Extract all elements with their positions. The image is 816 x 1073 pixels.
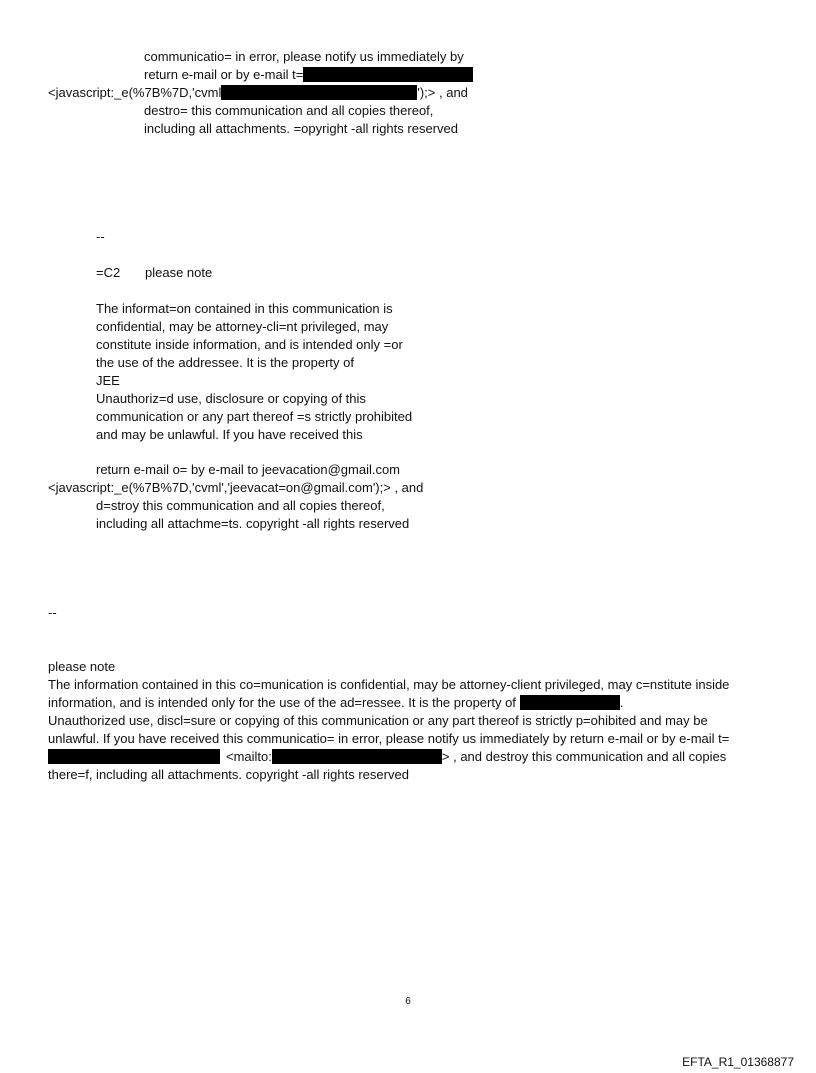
block1-line2-text: return e-mail or by e-mail t= bbox=[144, 67, 304, 82]
separator-dashes: -- bbox=[96, 229, 105, 244]
block2-return-line: return e-mail o= by e-mail to jeevacation@gmail.com bbox=[96, 462, 401, 477]
block1-line1: communicatio= in error, please notify us immediately by bbox=[144, 49, 464, 64]
block2-line: communication or any part thereof =s strictly prohibited bbox=[96, 409, 413, 424]
block2-line: The informat=on contained in this communication is bbox=[96, 301, 393, 316]
block3-line5-mailto: <mailto: bbox=[226, 749, 272, 764]
block1-line5: including all attachments. =opyright -all rights reserved bbox=[144, 121, 458, 136]
block3-line5-tail: > , and destroy this communication and all copies bbox=[441, 749, 727, 764]
redaction-box bbox=[221, 85, 417, 100]
block3-line3: Unauthorized use, discl=sure or copying of this communication or any part thereof is strictly p=ohibited and may be bbox=[48, 713, 708, 728]
block3-line2-text: information, and is intended only for the use of the ad=ressee. It is the property of bbox=[48, 695, 516, 710]
block3-line4: unlawful. If you have received this communicatio= in error, please notify us immediately by return e-mail or by e-mail t= bbox=[48, 731, 730, 746]
block1-line3-tail: ');> , and bbox=[417, 85, 468, 100]
block1-line4: destro= this communication and all copies thereof, bbox=[144, 103, 434, 118]
block3-line6: there=f, including all attachments. copyright -all rights reserved bbox=[48, 767, 409, 782]
block2-heading-prefix: =C2 bbox=[96, 265, 121, 280]
block1-line2 bbox=[144, 66, 473, 84]
block1-line3 bbox=[48, 84, 468, 102]
block2-line: the use of the addressee. It is the property of bbox=[96, 355, 354, 370]
page-number: 6 bbox=[405, 996, 411, 1007]
redaction-box bbox=[303, 67, 473, 82]
block2-js-line: <javascript:_e(%7B%7D,'cvml','jeevacat=on@gmail.com');> , and bbox=[48, 480, 424, 495]
block3-line2-tail: . bbox=[619, 695, 624, 710]
redaction-box bbox=[520, 695, 620, 710]
block2-line: confidential, may be attorney-cli=nt privileged, may bbox=[96, 319, 389, 334]
block2-line: Unauthoriz=d use, disclosure or copying of this bbox=[96, 391, 366, 406]
redaction-box bbox=[272, 749, 442, 764]
block1-line3-text: <javascript:_e(%7B%7D,'cvml bbox=[48, 85, 222, 100]
redaction-box bbox=[48, 749, 220, 764]
block2-attach-line: including all attachme=ts. copyright -all rights reserved bbox=[96, 516, 410, 531]
block2-destroy-line: d=stroy this communication and all copies thereof, bbox=[96, 498, 385, 513]
block3-line2 bbox=[48, 694, 624, 712]
block2-line: JEE bbox=[96, 373, 120, 388]
block2-line: constitute inside information, and is intended only =or bbox=[96, 337, 403, 352]
separator-dashes: -- bbox=[48, 605, 57, 620]
block2-heading: please note bbox=[145, 265, 213, 280]
bates-number: EFTA_R1_01368877 bbox=[682, 1055, 794, 1069]
block3-line1: The information contained in this co=munication is confidential, may be attorney-client privileged, may c=nstitute inside bbox=[48, 677, 730, 692]
block2-line: and may be unlawful. If you have received this bbox=[96, 427, 363, 442]
block3-heading: please note bbox=[48, 659, 116, 674]
block3-line5 bbox=[48, 748, 726, 766]
